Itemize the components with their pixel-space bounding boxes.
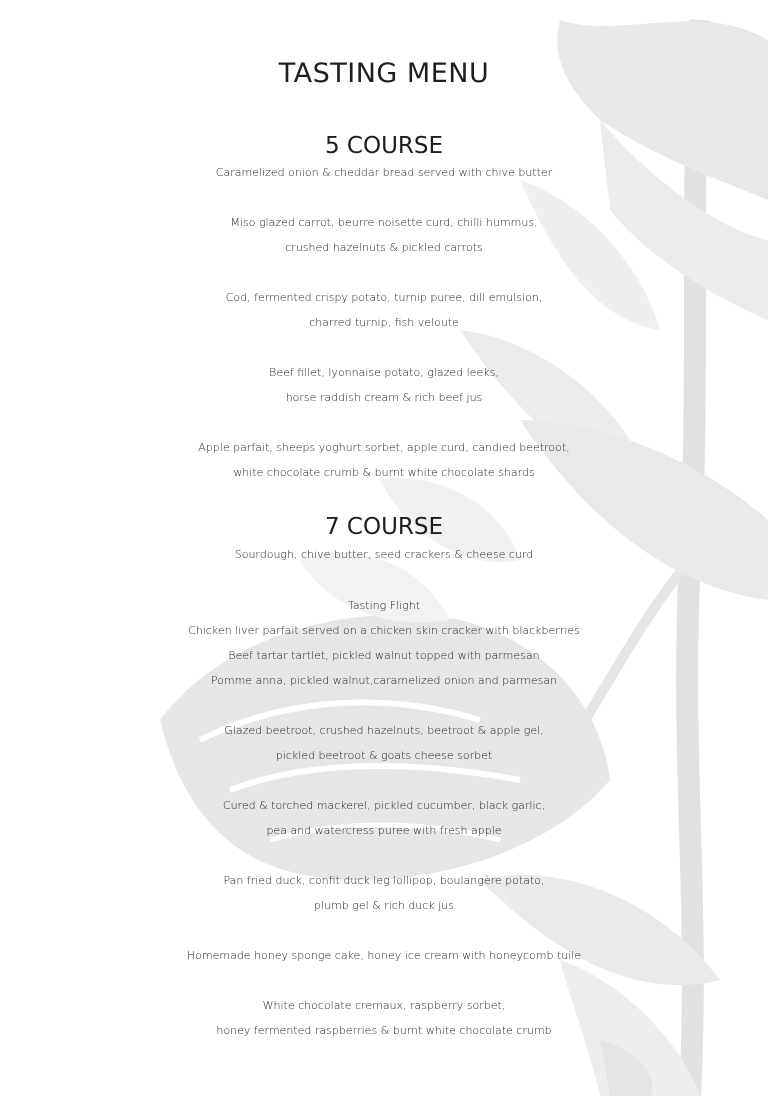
dish-line: Cod, fermented crispy potato, turnip puree, dill emulsion, [225,291,543,304]
dish-line: pea and watercress puree with fresh apple [266,824,502,837]
dish-5-2 [0,210,768,260]
dish-line: Beef fillet, lyonnaise potato, glazed leeks, [269,366,499,379]
dish-line: White chocolate cremaux, raspberry sorbet, [262,999,506,1012]
dish-line: Pomme anna, pickled walnut,caramelized onion and parmesan [210,674,558,687]
dish-line: Caramelized onion & cheddar bread served with chive butter [215,166,553,179]
dish-line: Cured & torched mackerel, pickled cucumber, black garlic, [222,799,546,812]
dish-line: Glazed beetroot, crushed hazelnuts, beetroot & apple gel, [224,724,544,737]
section-title-7-course: 7 COURSE [324,514,444,540]
dish-7-3 [0,718,768,768]
section-title-5-course: 5 COURSE [324,133,444,159]
dish-line: Miso glazed carrot, beurre noisette curd, chilli hummus, [230,216,538,229]
dish-line: Pan fried duck, confit duck leg lollipop, boulangère potato, [223,874,545,887]
dish-7-7 [0,993,768,1043]
dish-5-3 [0,285,768,335]
dish-5-5 [0,435,768,485]
dish-5-1 [0,160,768,185]
dish-line: honey fermented raspberries & burnt white chocolate crumb [216,1024,552,1037]
dish-line: Tasting Flight [347,599,421,612]
dish-line: Sourdough, chive butter, seed crackers & cheese curd [234,548,534,561]
dish-7-6 [0,943,768,968]
dish-line: Apple parfait, sheeps yoghurt sorbet, apple curd, candied beetroot, [198,441,570,454]
dish-line: white chocolate crumb & burnt white chocolate shards [233,466,535,479]
dish-line: charred turnip, fish veloute [309,316,459,329]
dish-7-5 [0,868,768,918]
dish-7-2 [0,593,768,693]
dish-line: Beef tartar tartlet, pickled walnut topped with parmesan [228,649,540,662]
dish-7-1 [0,542,768,567]
dish-line: pickled beetroot & goats cheese sorbet [275,749,493,762]
menu-title: TASTING MENU [278,58,490,89]
dish-5-4 [0,360,768,410]
dish-line: Chicken liver parfait served on a chicken skin cracker with blackberries [188,624,580,637]
dish-7-4 [0,793,768,843]
dish-line: horse raddish cream & rich beef jus [285,391,483,404]
dish-line: plumb gel & rich duck jus [314,899,454,912]
dish-line: crushed hazelnuts & pickled carrots [285,241,483,254]
dish-line: Homemade honey sponge cake, honey ice cream with honeycomb tuile [186,949,582,962]
